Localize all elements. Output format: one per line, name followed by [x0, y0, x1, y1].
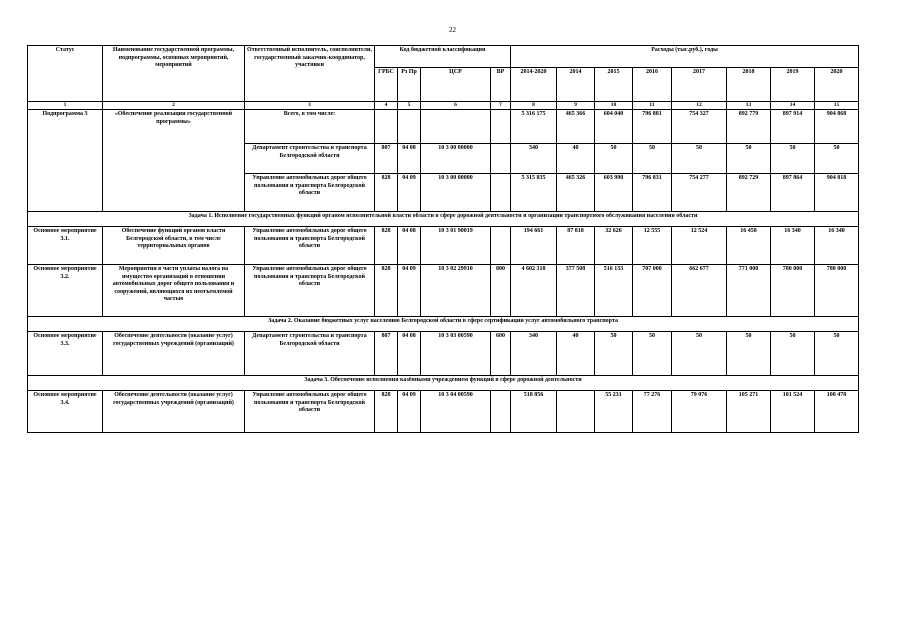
- value-cell: 12 524: [672, 227, 727, 265]
- value-cell: 340: [511, 144, 557, 174]
- column-number: 11: [633, 102, 672, 110]
- value-cell: 105 271: [727, 391, 771, 433]
- table-row: [28, 265, 859, 317]
- csr-cell: 10 3 02 29910: [421, 265, 491, 317]
- value-cell: 16 340: [771, 227, 815, 265]
- header-name: Наименование государственной программы, подпрограммы, основных мероприятий, мероприятий: [103, 46, 245, 102]
- header-vr: ВР: [491, 68, 511, 102]
- table-row: [28, 391, 859, 433]
- value-cell: 5 315 835: [511, 174, 557, 212]
- vr-cell: 600: [491, 332, 511, 376]
- task-title: Задача 3. Обеспечение исполнения казёнными учреждением функций в сфере дорожной деятельности: [28, 376, 859, 391]
- value-cell: 904 868: [815, 110, 859, 144]
- value-cell: 377 508: [557, 265, 595, 317]
- grbs-cell: [375, 110, 398, 144]
- csr-cell: 10 3 00 00000: [421, 174, 491, 212]
- vr-cell: [491, 227, 511, 265]
- column-number: 15: [815, 102, 859, 110]
- value-cell: 662 677: [672, 265, 727, 317]
- csr-cell: 10 3 01 90019: [421, 227, 491, 265]
- value-cell: 604 040: [595, 110, 633, 144]
- value-cell: 32 626: [595, 227, 633, 265]
- value-cell: 465 366: [557, 110, 595, 144]
- measure-status: Основное мероприятие 3.3.: [28, 332, 103, 376]
- value-cell: 516 133: [595, 265, 633, 317]
- column-number: 2: [103, 102, 245, 110]
- column-number: 10: [595, 102, 633, 110]
- column-number: 4: [375, 102, 398, 110]
- header-executor: Ответственный исполнитель, соисполнители, государственный заказчик-координатор, участники: [245, 46, 375, 102]
- subprogram-name: «Обеспечение реализации государственной программы»: [103, 110, 245, 212]
- value-cell: 16 458: [727, 227, 771, 265]
- grbs-cell: 828: [375, 391, 398, 433]
- grbs-cell: 828: [375, 174, 398, 212]
- value-cell: 87 818: [557, 227, 595, 265]
- value-cell: 50: [672, 332, 727, 376]
- value-cell: 771 000: [727, 265, 771, 317]
- vr-cell: [491, 144, 511, 174]
- value-cell: 754 277: [672, 174, 727, 212]
- vr-cell: [491, 110, 511, 144]
- vr-cell: [491, 174, 511, 212]
- value-cell: 796 831: [633, 174, 672, 212]
- header-year: 2019: [771, 68, 815, 102]
- value-cell: 50: [727, 144, 771, 174]
- column-number: 8: [511, 102, 557, 110]
- subprogram-status: Подпрограмма 3: [28, 110, 103, 212]
- header-year: 2020: [815, 68, 859, 102]
- value-cell: 892 729: [727, 174, 771, 212]
- csr-cell: 10 3 04 00590: [421, 391, 491, 433]
- rzpr-cell: 04 09: [398, 174, 421, 212]
- value-cell: 904 818: [815, 174, 859, 212]
- value-cell: 101 524: [771, 391, 815, 433]
- header-rzpr: Рз Пр: [398, 68, 421, 102]
- value-cell: 194 661: [511, 227, 557, 265]
- table-row: [28, 332, 859, 376]
- column-number: 3: [245, 102, 375, 110]
- rzpr-cell: 04 09: [398, 265, 421, 317]
- executor-cell: Управление автомобильных дорог общего пользования и транспорта Белгородской области: [245, 265, 375, 317]
- value-cell: 50: [633, 144, 672, 174]
- value-cell: 50: [672, 144, 727, 174]
- grbs-cell: 828: [375, 265, 398, 317]
- value-cell: 50: [595, 332, 633, 376]
- header-year: 2018: [727, 68, 771, 102]
- header-year: 2016: [633, 68, 672, 102]
- header-status: Статус: [28, 46, 103, 102]
- value-cell: 77 276: [633, 391, 672, 433]
- column-number: 5: [398, 102, 421, 110]
- rzpr-cell: 04 08: [398, 227, 421, 265]
- value-cell: 603 990: [595, 174, 633, 212]
- value-cell: 780 000: [771, 265, 815, 317]
- measure-status: Основное мероприятие 3.4.: [28, 391, 103, 433]
- executor-cell: Департамент строительства и транспорта Белгородской области: [245, 144, 375, 174]
- column-number: 14: [771, 102, 815, 110]
- rzpr-cell: 04 09: [398, 391, 421, 433]
- value-cell: 754 327: [672, 110, 727, 144]
- value-cell: 518 856: [511, 391, 557, 433]
- executor-cell: Департамент строительства и транспорта Белгородской области: [245, 332, 375, 376]
- value-cell: 707 000: [633, 265, 672, 317]
- grbs-cell: 828: [375, 227, 398, 265]
- table-row: [28, 110, 859, 144]
- value-cell: 12 555: [633, 227, 672, 265]
- value-cell: 5 316 175: [511, 110, 557, 144]
- header-budget-code: Код бюджетной классификации: [375, 46, 511, 68]
- column-number: 1: [28, 102, 103, 110]
- column-number: 13: [727, 102, 771, 110]
- column-number: 9: [557, 102, 595, 110]
- executor-cell: Управление автомобильных дорог общего пользования и транспорта Белгородской области: [245, 391, 375, 433]
- grbs-cell: 807: [375, 332, 398, 376]
- column-number-row: [28, 102, 859, 110]
- value-cell: 100 478: [815, 391, 859, 433]
- csr-cell: [421, 110, 491, 144]
- table-row: [28, 227, 859, 265]
- measure-status: Основное мероприятие 3.1.: [28, 227, 103, 265]
- measure-name: Обеспечение функций органов власти Белгородской области, в том числе территориальных органов: [103, 227, 245, 265]
- executor-cell: Управление автомобильных дорог общего пользования и транспорта Белгородской области: [245, 174, 375, 212]
- rzpr-cell: [398, 110, 421, 144]
- executor-cell: Управление автомобильных дорог общего пользования и транспорта Белгородской области: [245, 227, 375, 265]
- header-year: 2014: [557, 68, 595, 102]
- value-cell: 79 076: [672, 391, 727, 433]
- header-grbs: ГРБС: [375, 68, 398, 102]
- grbs-cell: 807: [375, 144, 398, 174]
- header-year: 2014-2020: [511, 68, 557, 102]
- task-row: [28, 376, 859, 391]
- vr-cell: [491, 391, 511, 433]
- task-title: Задача 2. Оказание бюджетных услуг населению Белгородской области в сфере сертификации услуг автомобильного транспорта: [28, 317, 859, 332]
- page-number: 22: [449, 26, 456, 34]
- column-number: 6: [421, 102, 491, 110]
- value-cell: 340: [511, 332, 557, 376]
- value-cell: 897 914: [771, 110, 815, 144]
- value-cell: 50: [727, 332, 771, 376]
- value-cell: 40: [557, 332, 595, 376]
- value-cell: 40: [557, 144, 595, 174]
- header-year: 2017: [672, 68, 727, 102]
- task-row: [28, 317, 859, 332]
- task-title: Задача 1. Исполнение государственных функций органом исполнительной власти области в сфере дорожной деятельности и организации транспортного обслуживания населения области: [28, 212, 859, 227]
- csr-cell: 10 3 00 00000: [421, 144, 491, 174]
- value-cell: 50: [633, 332, 672, 376]
- value-cell: 55 231: [595, 391, 633, 433]
- measure-status: Основное мероприятие 3.2.: [28, 265, 103, 317]
- header-year: 2015: [595, 68, 633, 102]
- value-cell: 50: [771, 144, 815, 174]
- value-cell: 4 602 318: [511, 265, 557, 317]
- header-csr: ЦСР: [421, 68, 491, 102]
- value-cell: 50: [595, 144, 633, 174]
- value-cell: 50: [771, 332, 815, 376]
- budget-table: [27, 45, 859, 433]
- column-number: 7: [491, 102, 511, 110]
- measure-name: Обеспечение деятельности (оказание услуг) государственных учреждений (организаций): [103, 391, 245, 433]
- value-cell: 50: [815, 144, 859, 174]
- measure-name: Обеспечение деятельности (оказание услуг) государственных учреждений (организаций): [103, 332, 245, 376]
- value-cell: [557, 391, 595, 433]
- value-cell: 892 779: [727, 110, 771, 144]
- column-number: 12: [672, 102, 727, 110]
- rzpr-cell: 04 08: [398, 144, 421, 174]
- value-cell: 16 340: [815, 227, 859, 265]
- value-cell: 796 881: [633, 110, 672, 144]
- value-cell: 50: [815, 332, 859, 376]
- rzpr-cell: 04 08: [398, 332, 421, 376]
- header-expenses: Расходы (тыс.руб.), годы: [511, 46, 859, 68]
- executor-cell: Всего, в том числе:: [245, 110, 375, 144]
- value-cell: 465 326: [557, 174, 595, 212]
- task-row: [28, 212, 859, 227]
- value-cell: 897 864: [771, 174, 815, 212]
- csr-cell: 10 3 03 00590: [421, 332, 491, 376]
- measure-name: Мероприятия в части уплаты налога на имущество организаций в отношении автомобильных дорог общего пользования и сооружений, являющихся их неотъемлемой частью: [103, 265, 245, 317]
- vr-cell: 800: [491, 265, 511, 317]
- value-cell: 788 000: [815, 265, 859, 317]
